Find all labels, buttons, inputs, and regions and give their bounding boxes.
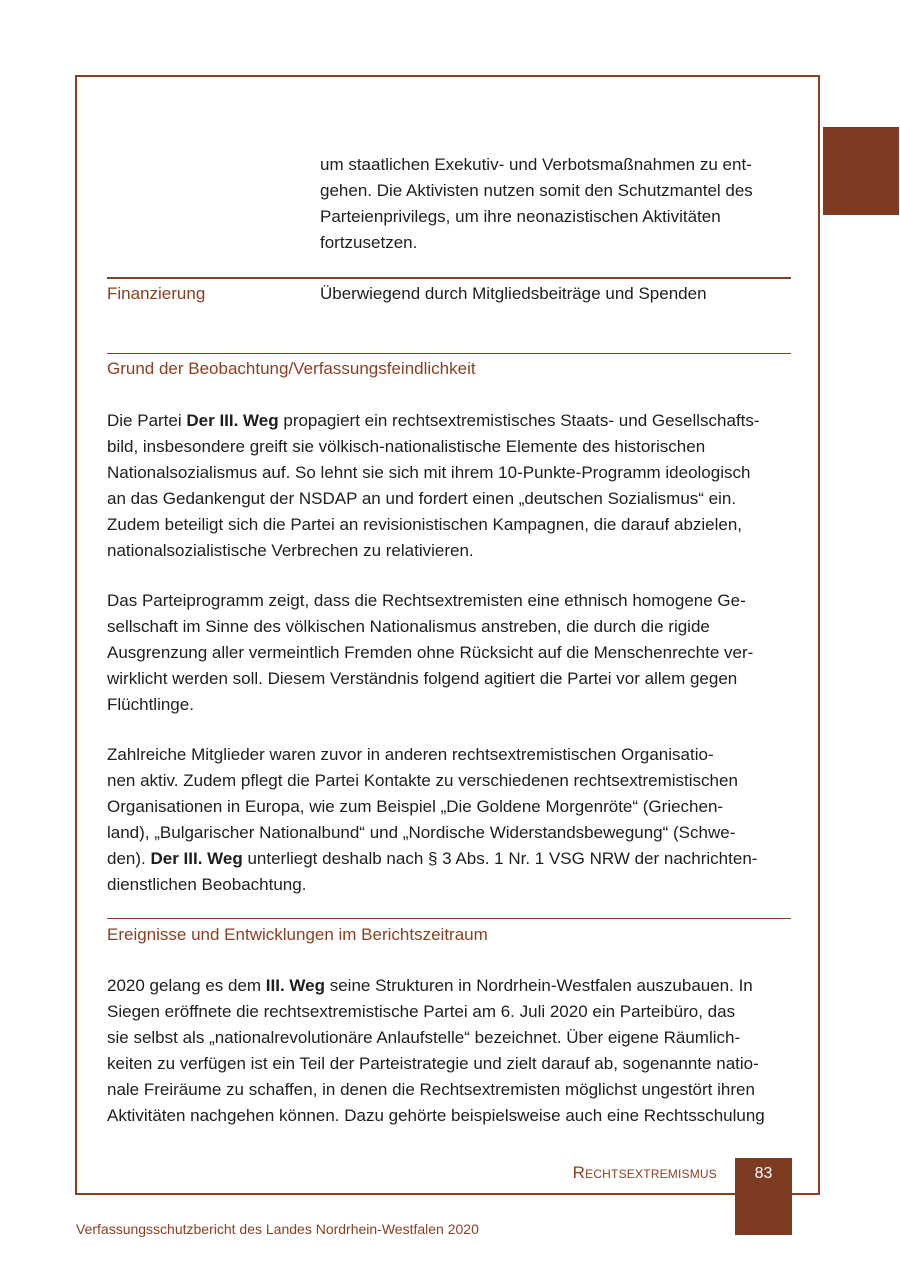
text-line: Aktivitäten nachgehen können. Dazu gehörte beispielsweise auch eine Rechtsschulung (107, 1106, 765, 1125)
text-line: fortzusetzen. (320, 233, 418, 252)
paragraph-2 (107, 588, 797, 718)
running-head: Rechtsextremismus (572, 1163, 717, 1182)
paragraph-4 (107, 973, 797, 1129)
text-line: Flüchtlinge. (107, 695, 194, 714)
text-line: um staatlichen Exekutiv- und Verbotsmaßnahmen zu ent- (320, 155, 752, 174)
section-divider (107, 918, 791, 919)
footer-title: Verfassungsschutzbericht des Landes Nordrhein-Westfalen 2020 (76, 1221, 479, 1237)
text-line: Organisationen in Europa, wie zum Beispiel „Die Goldene Morgenröte“ (Griechen- (107, 797, 724, 816)
section-heading-observation: Grund der Beobachtung/Verfassungsfeindlichkeit (107, 359, 476, 378)
text-line: nen aktiv. Zudem pflegt die Partei Kontakte zu verschiedenen rechtsextremistischen (107, 771, 738, 790)
text-line: nationalsozialistische Verbrechen zu relativieren. (107, 541, 474, 560)
text-line: Zahlreiche Mitglieder waren zuvor in anderen rechtsextremistischen Organisatio- (107, 745, 714, 764)
text-line: Siegen eröffnete die rechtsextremistische Partei am 6. Juli 2020 ein Parteibüro, das (107, 1002, 736, 1021)
table-divider (107, 277, 791, 279)
text-line: Die Partei Der III. Weg propagiert ein rechtsextremistisches Staats- und Gesellschafts- (107, 411, 760, 430)
chapter-tab (823, 127, 899, 215)
text-line: Nationalsozialismus auf. So lehnt sie sich mit ihrem 10-Punkte-Programm ideologisch (107, 463, 751, 482)
text-line: den). Der III. Weg unterliegt deshalb nach § 3 Abs. 1 Nr. 1 VSG NRW der nachrichten- (107, 849, 758, 868)
text-line: gehen. Die Aktivisten nutzen somit den Schutzmantel des (320, 181, 753, 200)
text-line: Das Parteiprogramm zeigt, dass die Rechtsextremisten eine ethnisch homogene Ge- (107, 591, 746, 610)
financing-label: Finanzierung (107, 284, 206, 303)
section-divider (107, 353, 791, 354)
text-line: sellschaft im Sinne des völkischen Nationalismus anstreben, die durch die rigide (107, 617, 710, 636)
text-line: wirklicht werden soll. Diesem Verständnis folgend agitiert die Partei vor allem gegen (107, 669, 738, 688)
text-line: dienstlichen Beobachtung. (107, 875, 307, 894)
text-line: bild, insbesondere greift sie völkisch-nationalistische Elemente des historischen (107, 437, 706, 456)
text-line: Ausgrenzung aller vermeintlich Fremden ohne Rücksicht auf die Menschenrechte ver- (107, 643, 754, 662)
text-line: Zudem beteiligt sich die Partei an revisionistischen Kampagnen, die darauf abzielen, (107, 515, 743, 534)
text-line: an das Gedankengut der NSDAP an und fordert einen „deutschen Sozialismus“ ein. (107, 489, 737, 508)
page-number: 83 (754, 1165, 773, 1182)
paragraph-1 (107, 408, 797, 564)
paragraph-3 (107, 742, 797, 898)
text-line: sie selbst als „nationalrevolutionäre Anlaufstelle“ bezeichnet. Über eigene Räumlich- (107, 1028, 741, 1047)
text-line: nale Freiräume zu schaffen, in denen die Rechtsextremisten möglichst ungestört ihren (107, 1080, 755, 1099)
text-line: Parteienprivilegs, um ihre neonazistischen Aktivitäten (320, 207, 721, 226)
continuation-text (320, 152, 790, 256)
financing-value: Überwiegend durch Mitgliedsbeiträge und Spenden (320, 284, 707, 303)
text-line: 2020 gelang es dem III. Weg seine Strukturen in Nordrhein-Westfalen auszubauen. In (107, 976, 753, 995)
text-line: keiten zu verfügen ist ein Teil der Parteistrategie und zielt darauf ab, sogenannte natio- (107, 1054, 759, 1073)
text-line: land), „Bulgarischer Nationalbund“ und „Nordische Widerstandsbewegung“ (Schwe- (107, 823, 736, 842)
section-heading-events: Ereignisse und Entwicklungen im Berichtszeitraum (107, 925, 488, 944)
